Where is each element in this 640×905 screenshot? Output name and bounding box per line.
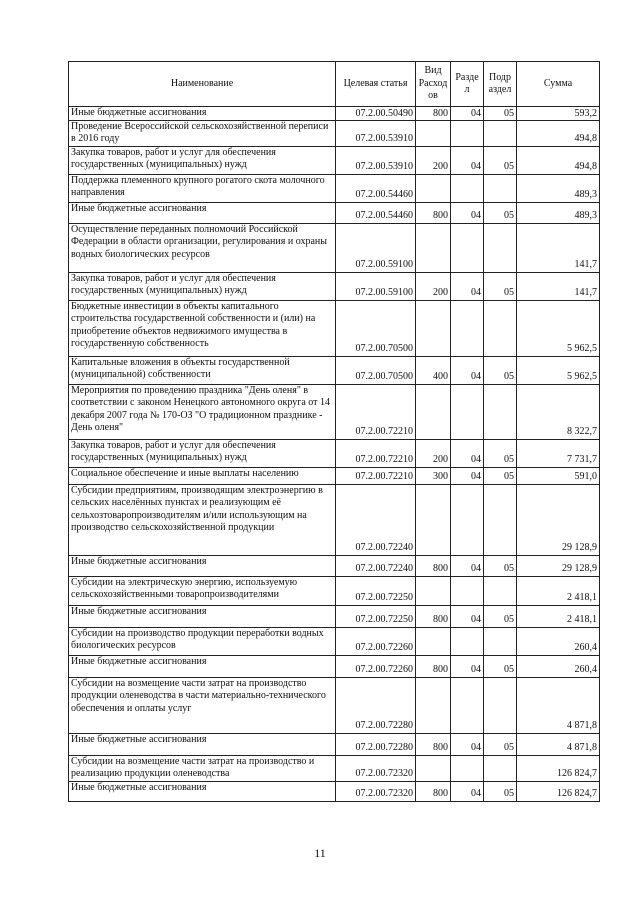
table-row (69, 174, 600, 202)
section-cell: 04 (451, 467, 484, 484)
section-cell (451, 121, 484, 147)
subsection-cell (484, 223, 517, 272)
row-name-cell: Иные бюджетные ассигнования (69, 605, 336, 627)
target-article-cell: 07.2.00.72280 (336, 733, 416, 755)
table-row (69, 439, 600, 467)
row-name-cell: Закупка товаров, работ и услуг для обеспечения государственных (муниципальных) нужд (69, 439, 336, 467)
table-row (69, 733, 600, 755)
subsection-cell: 05 (484, 605, 517, 627)
target-article-cell: 07.2.00.70500 (336, 300, 416, 356)
budget-table (68, 61, 600, 802)
expense-type-cell (416, 121, 451, 147)
subsection-cell: 05 (484, 555, 517, 576)
target-article-cell: 07.2.00.72240 (336, 484, 416, 555)
section-cell (451, 677, 484, 733)
subsection-cell: 05 (484, 467, 517, 484)
table-row (69, 356, 600, 384)
sum-cell: 260,4 (517, 627, 600, 655)
subsection-cell: 05 (484, 107, 517, 121)
header-section: Разде л (451, 62, 484, 107)
target-article-cell: 07.2.00.72260 (336, 655, 416, 677)
row-name-cell: Иные бюджетные ассигнования (69, 733, 336, 755)
table-row (69, 272, 600, 300)
target-article-cell: 07.2.00.59100 (336, 272, 416, 300)
header-expense-type: Вид Расход ов (416, 62, 451, 107)
target-article-cell: 07.2.00.72260 (336, 627, 416, 655)
section-cell (451, 174, 484, 202)
sum-cell: 29 128,9 (517, 555, 600, 576)
row-name-cell: Иные бюджетные ассигнования (69, 655, 336, 677)
row-name-cell: Субсидии на возмещение части затрат на производство и реализацию продукции оленеводства (69, 755, 336, 781)
sum-cell: 141,7 (517, 272, 600, 300)
sum-cell: 494,8 (517, 121, 600, 147)
row-name-cell: Иные бюджетные ассигнования (69, 107, 336, 121)
section-cell (451, 755, 484, 781)
sum-cell: 591,0 (517, 467, 600, 484)
sum-cell: 126 824,7 (517, 755, 600, 781)
expense-type-cell (416, 174, 451, 202)
subsection-cell (484, 300, 517, 356)
sum-cell: 4 871,8 (517, 733, 600, 755)
subsection-cell (484, 121, 517, 147)
expense-type-cell (416, 300, 451, 356)
header-sum: Сумма (517, 62, 600, 107)
expense-type-cell: 200 (416, 146, 451, 174)
sum-cell: 7 731,7 (517, 439, 600, 467)
header-subsection: Подр аздел (484, 62, 517, 107)
section-cell: 04 (451, 356, 484, 384)
subsection-cell: 05 (484, 439, 517, 467)
expense-type-cell (416, 627, 451, 655)
sum-cell: 2 418,1 (517, 605, 600, 627)
section-cell: 04 (451, 439, 484, 467)
expense-type-cell (416, 576, 451, 605)
target-article-cell: 07.2.00.54460 (336, 202, 416, 223)
target-article-cell: 07.2.00.72320 (336, 755, 416, 781)
sum-cell: 593,2 (517, 107, 600, 121)
table-header-row (69, 62, 600, 107)
section-cell: 04 (451, 655, 484, 677)
target-article-cell: 07.2.00.72210 (336, 467, 416, 484)
header-name: Наименование (69, 62, 336, 107)
expense-type-cell: 200 (416, 272, 451, 300)
row-name-cell: Субсидии на производство продукции переработки водных биологических ресурсов (69, 627, 336, 655)
target-article-cell: 07.2.00.59100 (336, 223, 416, 272)
section-cell (451, 627, 484, 655)
sum-cell: 5 962,5 (517, 300, 600, 356)
sum-cell: 141,7 (517, 223, 600, 272)
table-body (69, 107, 600, 802)
subsection-cell (484, 484, 517, 555)
table-row (69, 605, 600, 627)
subsection-cell (484, 384, 517, 439)
table-row (69, 755, 600, 781)
section-cell: 04 (451, 272, 484, 300)
target-article-cell: 07.2.00.72250 (336, 576, 416, 605)
section-cell: 04 (451, 733, 484, 755)
sum-cell: 29 128,9 (517, 484, 600, 555)
target-article-cell: 07.2.00.72210 (336, 439, 416, 467)
expense-type-cell: 800 (416, 781, 451, 801)
table-row (69, 555, 600, 576)
target-article-cell: 07.2.00.53910 (336, 121, 416, 147)
table-row (69, 146, 600, 174)
sum-cell: 5 962,5 (517, 356, 600, 384)
subsection-cell: 05 (484, 272, 517, 300)
expense-type-cell: 800 (416, 605, 451, 627)
table-row (69, 677, 600, 733)
expense-type-cell: 800 (416, 733, 451, 755)
section-cell: 04 (451, 555, 484, 576)
target-article-cell: 07.2.00.72320 (336, 781, 416, 801)
expense-type-cell (416, 755, 451, 781)
section-cell: 04 (451, 107, 484, 121)
section-cell: 04 (451, 146, 484, 174)
expense-type-cell (416, 223, 451, 272)
row-name-cell: Закупка товаров, работ и услуг для обеспечения государственных (муниципальных) нужд (69, 146, 336, 174)
section-cell: 04 (451, 781, 484, 801)
table-row (69, 384, 600, 439)
section-cell: 04 (451, 605, 484, 627)
row-name-cell: Закупка товаров, работ и услуг для обеспечения государственных (муниципальных) нужд (69, 272, 336, 300)
subsection-cell: 05 (484, 655, 517, 677)
subsection-cell (484, 677, 517, 733)
row-name-cell: Капитальные вложения в объекты государственной (муниципальной) собственности (69, 356, 336, 384)
table-row (69, 781, 600, 801)
subsection-cell (484, 174, 517, 202)
subsection-cell: 05 (484, 733, 517, 755)
row-name-cell: Субсидии на электрическую энергию, используемую сельскохозяйственными товаропроизводителями (69, 576, 336, 605)
row-name-cell: Иные бюджетные ассигнования (69, 555, 336, 576)
subsection-cell (484, 627, 517, 655)
sum-cell: 489,3 (517, 202, 600, 223)
row-name-cell: Социальное обеспечение и иные выплаты населению (69, 467, 336, 484)
target-article-cell: 07.2.00.50490 (336, 107, 416, 121)
subsection-cell: 05 (484, 202, 517, 223)
row-name-cell: Мероприятия по проведению праздника "День оленя" в соответствии с законом Ненецкого автономного округа от 14 декабря 2007 года № 170-ОЗ "О традиционном празднике - День оленя" (69, 384, 336, 439)
section-cell (451, 384, 484, 439)
section-cell (451, 484, 484, 555)
sum-cell: 494,8 (517, 146, 600, 174)
table-row (69, 121, 600, 147)
target-article-cell: 07.2.00.72240 (336, 555, 416, 576)
row-name-cell: Осуществление переданных полномочий Российской Федерации в области организации, регулирования и охраны водных биологических ресурсов (69, 223, 336, 272)
target-article-cell: 07.2.00.72210 (336, 384, 416, 439)
table-row (69, 467, 600, 484)
page-number: 11 (314, 846, 326, 860)
sum-cell: 489,3 (517, 174, 600, 202)
sum-cell: 4 871,8 (517, 677, 600, 733)
expense-type-cell: 800 (416, 655, 451, 677)
row-name-cell: Иные бюджетные ассигнования (69, 202, 336, 223)
expense-type-cell (416, 384, 451, 439)
table-row (69, 300, 600, 356)
target-article-cell: 07.2.00.54460 (336, 174, 416, 202)
target-article-cell: 07.2.00.53910 (336, 146, 416, 174)
expense-type-cell: 800 (416, 555, 451, 576)
table-row (69, 223, 600, 272)
target-article-cell: 07.2.00.72250 (336, 605, 416, 627)
sum-cell: 260,4 (517, 655, 600, 677)
header-target-article: Целевая статья (336, 62, 416, 107)
row-name-cell: Бюджетные инвестиции в объекты капитального строительства государственной собственности и (или) на приобретение объектов недвижимого имущества в государственную собственность (69, 300, 336, 356)
table-row (69, 202, 600, 223)
section-cell: 04 (451, 202, 484, 223)
subsection-cell: 05 (484, 146, 517, 174)
row-name-cell: Иные бюджетные ассигнования (69, 781, 336, 801)
section-cell (451, 223, 484, 272)
subsection-cell: 05 (484, 356, 517, 384)
row-name-cell: Субсидии предприятиям, производящим электроэнергию в сельских населённых пунктах и реализующим её сельхозтоваропроизводителям и/или использующим на производство сельскохозяйственной продукции (69, 484, 336, 555)
table-row (69, 107, 600, 121)
expense-type-cell: 200 (416, 439, 451, 467)
expense-type-cell: 800 (416, 107, 451, 121)
target-article-cell: 07.2.00.70500 (336, 356, 416, 384)
section-cell (451, 576, 484, 605)
expense-type-cell: 800 (416, 202, 451, 223)
table-row (69, 627, 600, 655)
table-row (69, 484, 600, 555)
sum-cell: 2 418,1 (517, 576, 600, 605)
section-cell (451, 300, 484, 356)
sum-cell: 8 322,7 (517, 384, 600, 439)
expense-type-cell (416, 677, 451, 733)
table-row (69, 576, 600, 605)
row-name-cell: Субсидии на возмещение части затрат на производство продукции оленеводства в части материально-технического обеспечения и оплаты услуг (69, 677, 336, 733)
row-name-cell: Поддержка племенного крупного рогатого скота молочного направления (69, 174, 336, 202)
subsection-cell: 05 (484, 781, 517, 801)
sum-cell: 126 824,7 (517, 781, 600, 801)
expense-type-cell (416, 484, 451, 555)
row-name-cell: Проведение Всероссийской сельскохозяйственной переписи в 2016 году (69, 121, 336, 147)
expense-type-cell: 400 (416, 356, 451, 384)
table-row (69, 655, 600, 677)
subsection-cell (484, 576, 517, 605)
expense-type-cell: 300 (416, 467, 451, 484)
target-article-cell: 07.2.00.72280 (336, 677, 416, 733)
subsection-cell (484, 755, 517, 781)
